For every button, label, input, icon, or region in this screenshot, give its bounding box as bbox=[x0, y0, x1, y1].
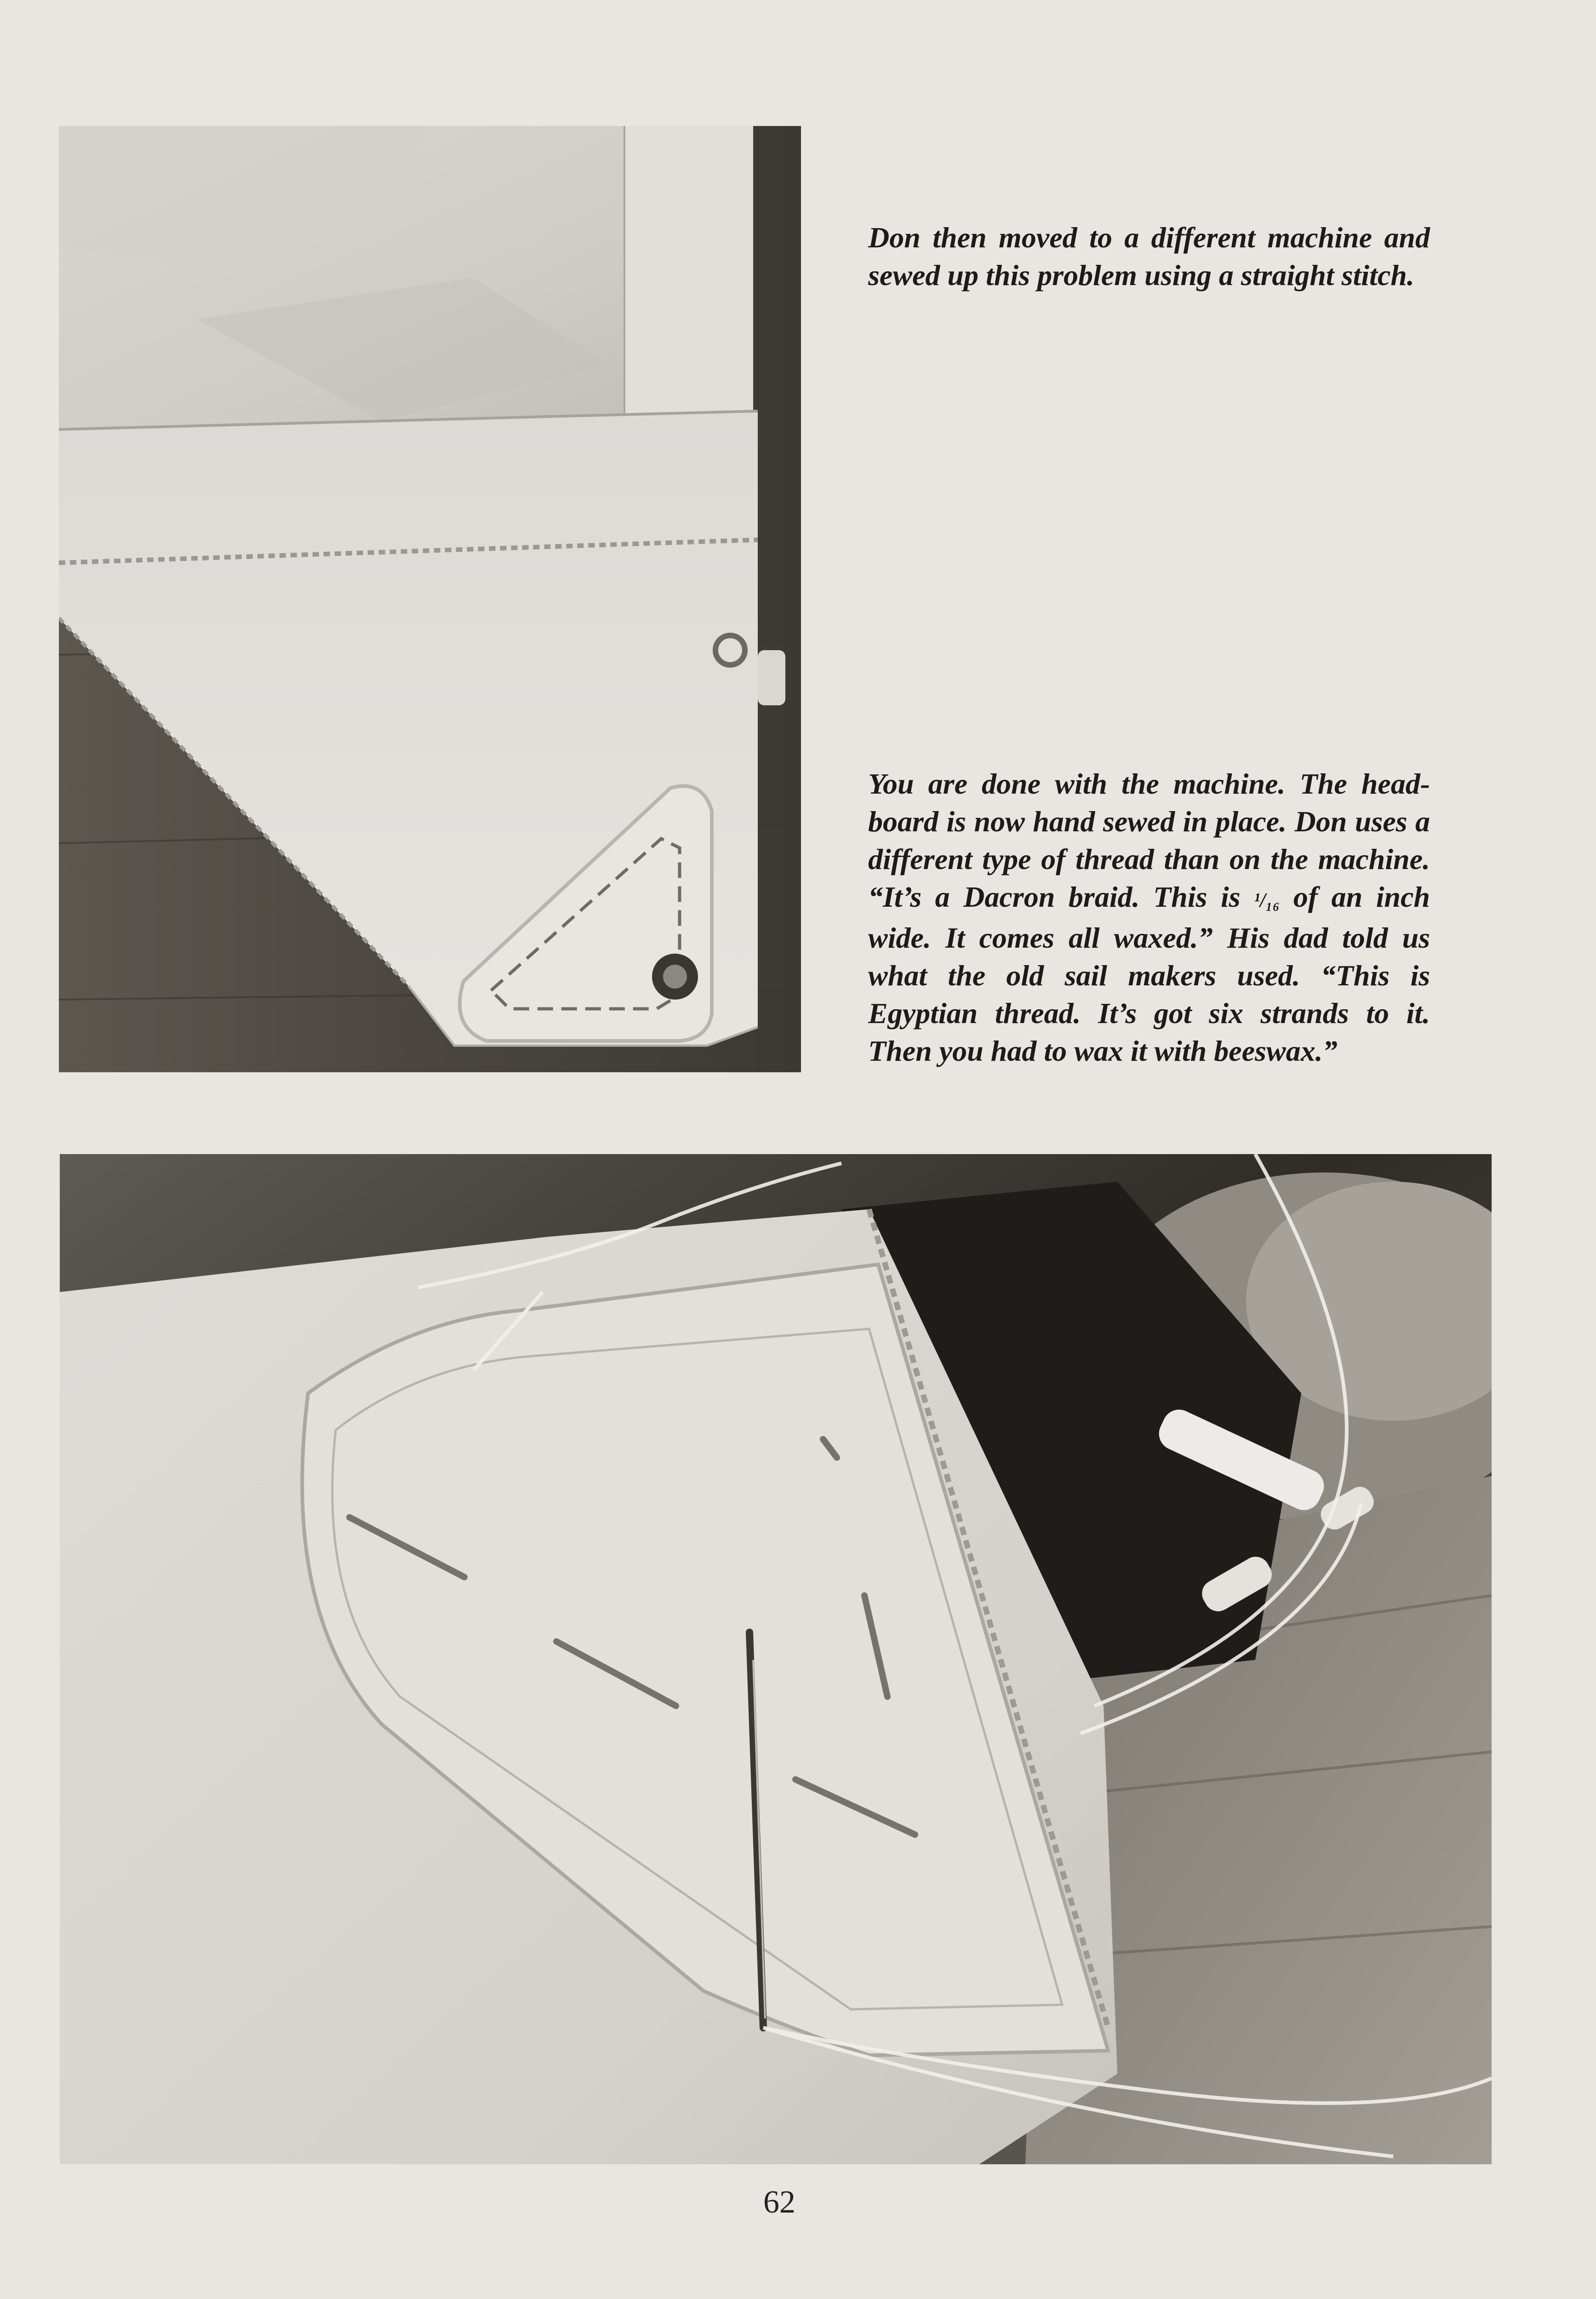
fraction-one-sixteenth: ¹/₁₆ bbox=[1254, 889, 1280, 911]
caption-hand-sewing-part1: You are done with the machine. The head-board is now hand sewed in place. Don uses a different type of thread than on the machine. “It’s a Dacron braid. This is bbox=[868, 767, 1430, 913]
sail-headboard-photo bbox=[59, 126, 801, 1072]
caption-hand-sewing-part2: of an inch wide. It comes all waxed.” His dad told us what the old sail makers used. “This is Egyptian thread. It’s got six strands to it. Then you had to wax it with beeswax.” bbox=[868, 881, 1430, 1067]
page-number: 62 bbox=[763, 2185, 795, 2220]
caption-machine-straight-stitch: Don then moved to a different machine and sewed up this problem using a straight stitch. bbox=[868, 221, 1430, 292]
caption-hand-sewing bbox=[868, 765, 1430, 1070]
sail-headboard-photo-art bbox=[59, 126, 801, 1072]
hand-sewing-photo bbox=[60, 1154, 1492, 2164]
hand-sewing-photo-art bbox=[60, 1154, 1492, 2164]
